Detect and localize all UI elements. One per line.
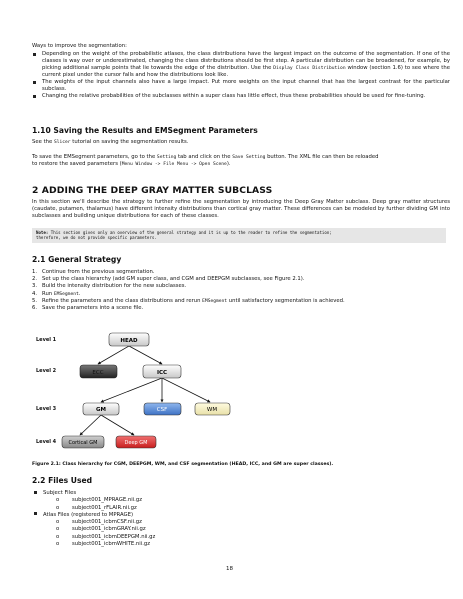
- bullet-circle-icon: o: [56, 504, 60, 511]
- bullet-circle-icon: o: [56, 533, 60, 540]
- note-text: therefore, we do not provide specific parameters.: [36, 235, 157, 241]
- list-item: [32, 505, 155, 512]
- node-csf-label: CSF: [156, 407, 168, 413]
- step-text: Refine the parameters and the class distributions and rerun: [42, 297, 203, 304]
- text: button. The XML file can then be reloaded: [265, 154, 379, 160]
- step-number: 3.: [32, 283, 38, 290]
- bullet-text: Changing the relative probabilities of the subclasses within a super class has little effect, thus these probabilities should be used for fine-tuning.: [42, 93, 426, 99]
- step-text: Build the intensity distribution for the new subclasses.: [42, 283, 187, 290]
- node-cortical-gm-label: Cortical GM: [68, 440, 98, 446]
- page-number: 18: [226, 566, 233, 572]
- section-heading-2-2: 2.2 Files Used: [32, 476, 93, 485]
- bullet-circle-icon: o: [56, 519, 60, 526]
- node-icc: [143, 365, 181, 378]
- text: tutorial on saving the segmentation results.: [70, 139, 189, 145]
- file-name: subject001_icbmGRAY.nii.gz: [72, 526, 146, 533]
- hierarchy-edges: [80, 346, 210, 435]
- section-heading-2: 2 ADDING THE DEEP GRAY MATTER SUBCLASS: [32, 185, 273, 196]
- level-1-label: Level 1: [36, 337, 57, 343]
- node-icc-label: ICC: [156, 370, 168, 376]
- list-item: [32, 541, 155, 548]
- level-4-label: Level 4: [36, 439, 57, 445]
- list-item: [32, 534, 155, 541]
- text: to restore the saved parameters (: [32, 161, 122, 167]
- bullet-circle-icon: o: [56, 541, 60, 548]
- node-head-label: HEAD: [120, 338, 138, 344]
- step-number: 2.: [32, 276, 38, 283]
- step-number: 1.: [32, 269, 38, 275]
- inline-code: Save Setting: [232, 155, 266, 160]
- inline-code: Display Class Distribution: [273, 66, 346, 71]
- node-cortical-gm: [62, 436, 104, 448]
- bullet-text: The weights of the input channels also have a large impact. Put more weights on the input channel that has the largest contrast for the particular subclass.: [42, 79, 450, 92]
- node-gm: [83, 403, 119, 415]
- node-gm-label: GM: [96, 407, 106, 413]
- inline-code: EMSegment: [202, 298, 228, 304]
- section-heading-1-10: 1.10 Saving the Results and EMSegment Parameters: [32, 126, 258, 135]
- node-ecc-label: ECC: [92, 370, 104, 376]
- note-label: Note:: [36, 230, 49, 235]
- step-text: Set up the class hierarchy (add GM super class, and CGM and DEEPGM subclasses, see Figure 2.1).: [42, 276, 305, 283]
- bullet-text: Depending on the weight of the probabilistic atlases, the class distributions have the largest impact on the outcome of the segmentation. If one of the classes is way over or underestimated, changing the class distributions should be first step. A particular distribution can be broadened, for example, by picking additional sample points that lie towards the edge of the distribution. Use the: [42, 51, 450, 71]
- intro-text: Ways to improve the segmentation:: [32, 43, 127, 49]
- list-item: [32, 526, 155, 533]
- step-text: Save the parameters into a scene file.: [42, 305, 144, 312]
- bullet-square-icon: [34, 512, 37, 515]
- step-text: .: [78, 290, 81, 297]
- step-number: 5.: [32, 297, 38, 304]
- paragraph: In this section we'll describe the strategy to further refine the segmentation by introducing the Deep Gray Matter subclass. Deep gray matter structures (caudate, putamen, thalamus) have different intensity distributions than cortical gray matter. These differences can be modeled by further dividing GM into subclasses and building unique distributions for each of these classes.: [32, 199, 450, 219]
- bullet-circle-icon: o: [56, 526, 60, 533]
- step-text: until satisfactory segmentation is achieved.: [227, 297, 345, 304]
- node-wm: [195, 403, 230, 415]
- inline-code: Slicer: [53, 140, 71, 145]
- bullet-text: window (section 1.6) to see where the current pixel under the cursor falls and how the distributions look like.: [42, 65, 450, 78]
- node-ecc: [80, 365, 117, 378]
- files-list: [32, 490, 155, 548]
- node-deep-gm: [116, 436, 156, 448]
- node-csf: [144, 403, 181, 415]
- list-item: [32, 490, 155, 497]
- file-name: subject001_icbmDEEPGM.nii.gz: [72, 533, 156, 540]
- list-label: Subject Files: [43, 490, 77, 496]
- inline-code: Setting: [156, 155, 177, 160]
- section-heading-2-1: 2.1 General Strategy: [32, 255, 122, 264]
- inline-code: Menu Window -> File Menu -> Open Scene: [121, 162, 227, 167]
- file-name: subject001_icbmCSF.nii.gz: [72, 519, 142, 526]
- list-item: [32, 512, 155, 519]
- step-number: 6.: [32, 305, 38, 312]
- bullet-square-icon: [34, 491, 37, 494]
- list-label: Atlas Files (registered to MPRAGE): [43, 511, 134, 518]
- text: To save the EMSegment parameters, go to the: [32, 154, 157, 160]
- node-wm-label: WM: [206, 407, 218, 413]
- file-name: subject001_rFLAIR.nii.gz: [72, 504, 137, 511]
- file-name: subject001_MPRAGE.nii.gz: [72, 497, 142, 504]
- level-2-label: Level 2: [36, 368, 57, 374]
- inline-code: EMSegment: [53, 291, 79, 297]
- note-text: This section gives only an overview of the general strategy and it is up to the reader to refine the segmentation;: [48, 230, 332, 235]
- node-deep-gm-label: Deep GM: [124, 440, 148, 446]
- bullet-circle-icon: o: [56, 497, 60, 504]
- step-text: Run: [42, 290, 54, 297]
- text: ).: [226, 161, 231, 167]
- text: See the: [32, 139, 54, 145]
- list-item: [32, 519, 155, 526]
- level-3-label: Level 3: [36, 406, 57, 412]
- step-text: Continue from the previous segmentation.: [42, 269, 155, 275]
- node-head: [109, 333, 149, 346]
- text: tab and click on the: [176, 154, 233, 160]
- step-number: 4.: [32, 290, 38, 297]
- figure-caption: Figure 2.1: Class hierarchy for CGM, DEEPGM, WM, and CSF segmentation (HEAD, ICC, and GM are super classes).: [32, 462, 334, 467]
- list-item: [32, 497, 155, 504]
- file-name: subject001_icbmWHITE.nii.gz: [72, 541, 151, 548]
